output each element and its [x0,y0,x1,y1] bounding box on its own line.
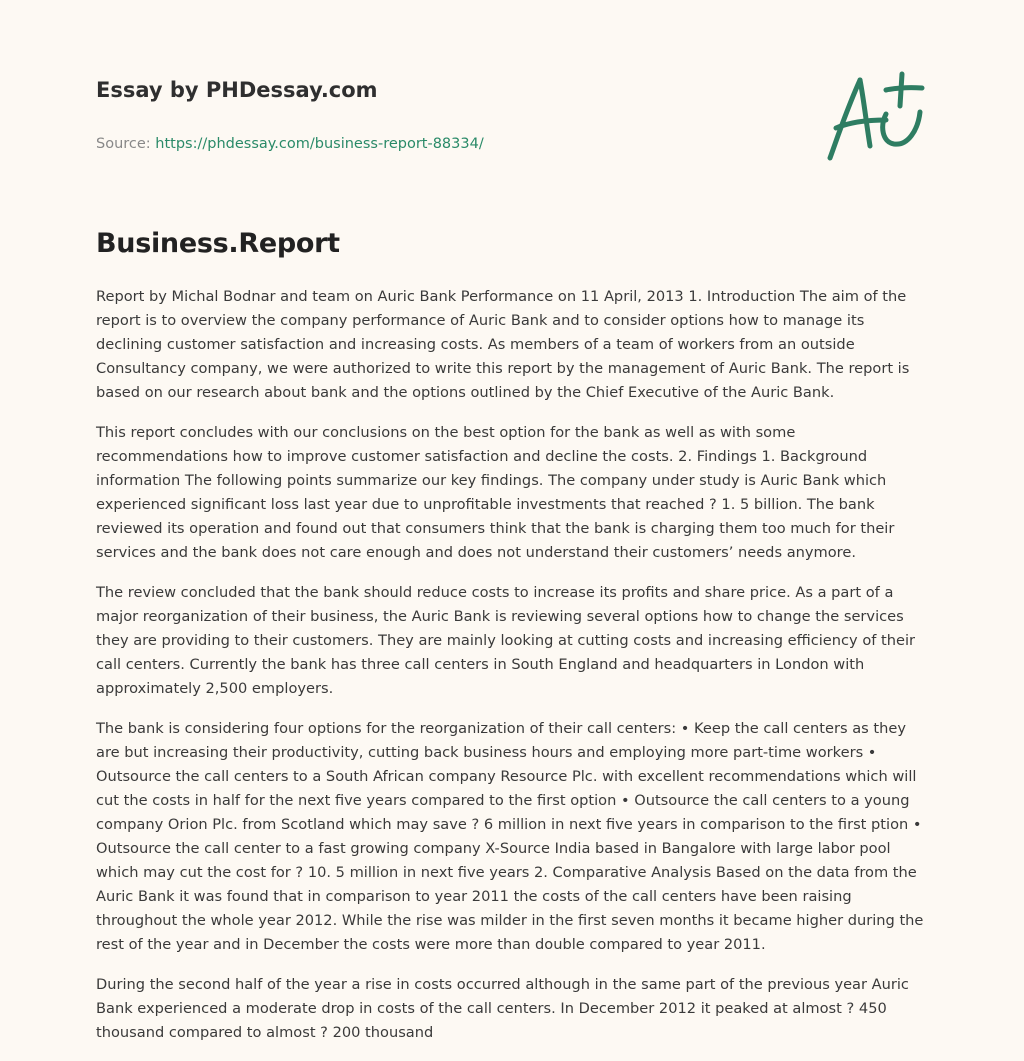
document-title: Business.Report [96,228,340,259]
paragraph: This report concludes with our conclusions on the best option for the bank as well as with some recommendations how to improve customer satisfaction and decline the costs. 2. Findings 1. Background information The following points summarize our key findings. The company under study is Auric Bank which experienced significant loss last year due to unprofitable investments that reached ? 1. 5 billion. The bank reviewed its operation and found out that consumers think that the bank is charging them too much for their services and the bank does not care enough and does not understand their customers’ needs anymore. [96,424,895,561]
page-header [96,76,696,154]
paragraph: The bank is considering four options for the reorganization of their call centers: • Keep the call centers as they are but increasing their productivity, cutting back business hours and employing more part-time workers • Outsource the call centers to a South African company Resource Plc. with excellent recommendations which will cut the costs in half for the next five years compared to the first option • Outsource the call centers to a young company Orion Plc. from Scotland which may save ? 6 million in next five years in comparison to the first ption • Outsource the call center to a fast growing company X-Source India based in Bangalore with large labor pool which may cut the cost for ? 10. 5 million in next five years 2. Comparative Analysis Based on the data from the Auric Bank it was found that in comparison to year 2011 the costs of the call centers have been raising throughout the whole year 2012. While the rise was milder in the first seven months it became higher during the rest of the year and in December the costs were more than double compared to year 2011. [96,720,924,953]
a-plus-logo-icon [820,66,930,166]
source-line [96,134,696,154]
document-body [96,285,926,1061]
paragraph: During the second half of the year a rise in costs occurred although in the same part of the previous year Auric Bank experienced a moderate drop in costs of the call centers. In December 2012 it peaked at almost ? 450 thousand compared to almost ? 200 thousand [96,976,909,1041]
site-title: Essay by PHDessay.com [96,78,378,102]
paragraph: Report by Michal Bodnar and team on Auric Bank Performance on 11 April, 2013 1. Introduction The aim of the report is to overview the company performance of Auric Bank and to consider options how to manage its declining customer satisfaction and increasing costs. As members of a team of workers from an outside Consultancy company, we were authorized to write this report by the management of Auric Bank. The report is based on our research about bank and the options outlined by the Chief Executive of the Auric Bank. [96,288,910,401]
source-link[interactable]: https://phdessay.com/business-report-88334/ [155,136,484,152]
paragraph: The review concluded that the bank should reduce costs to increase its profits and share price. As a part of a major reorganization of their business, the Auric Bank is reviewing several options how to change the services they are providing to their customers. They are mainly looking at cutting costs and increasing efficiency of their call centers. Currently the bank has three call centers in South England and headquarters in London with approximately 2,500 employers. [96,584,916,697]
source-label: Source: [96,136,156,152]
